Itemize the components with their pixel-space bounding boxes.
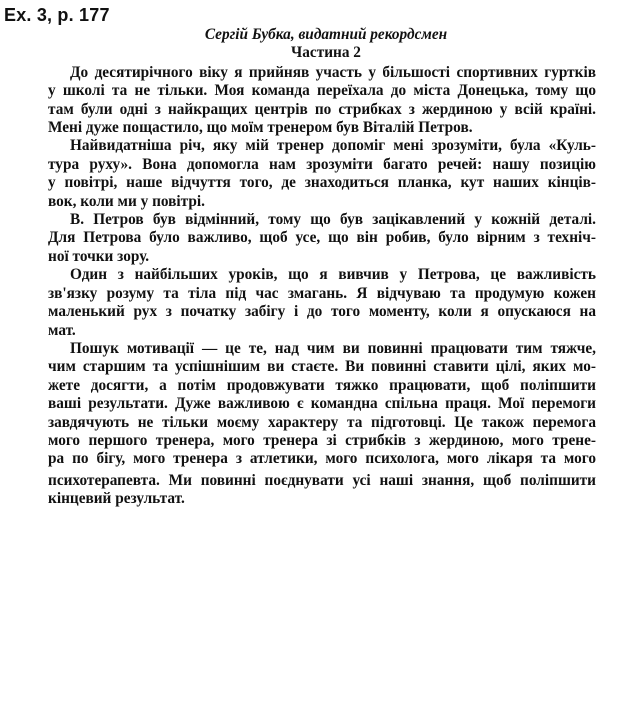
paragraph-1 xyxy=(26,64,596,138)
text-line: зв'язку розуму та тіла під час змагань. Я відчуваю та продумую кожен xyxy=(48,284,596,302)
document-subtitle: Частина 2 xyxy=(291,44,361,62)
text-line: ної точки зору. xyxy=(48,247,150,265)
text-line: Найвидатніша річ, яку мій тренер допоміг мені зрозуміти, була «Куль- xyxy=(70,137,596,155)
text-line: маленький рух з початку забігу і до того моменту, коли я опускаюся на xyxy=(48,303,596,321)
text-line: у повітрі, наше відчуття того, де знаходиться планка, кут наших кінців- xyxy=(48,174,596,192)
text-line: психотерапевта. Ми повинні поєднувати усі наші знання, щоб поліпшити xyxy=(48,471,596,489)
text-line: В. Петров був відмінний, тому що був зацікавлений у кожній деталі. xyxy=(70,211,596,229)
document-body xyxy=(26,26,596,509)
text-line: тура руху». Вона допомогла нам зрозуміти багато речей: нашу позицію xyxy=(48,155,596,173)
paragraph-5 xyxy=(26,340,596,509)
text-line: Мені дуже пощастило, що моїм тренером був Віталій Петров. xyxy=(48,119,473,137)
text-line: мат. xyxy=(48,321,76,339)
paragraph-3 xyxy=(26,211,596,266)
text-line: кінцевий результат. xyxy=(48,490,185,508)
text-line: у школі та не тільки. Моя команда переїхала до міста Донецька, тому що xyxy=(48,82,596,100)
text-line: ра по бігу, мого тренера з атлетики, мого психолога, мого лікаря та мого xyxy=(48,450,596,468)
text-line: там були одні з найкращих центрів по стрибках з жердиною у всій країні. xyxy=(48,100,596,118)
text-line: завдячують не тільки моєму характеру та підготовці. Це також перемога xyxy=(48,413,596,431)
text-line: До десятирічного віку я прийняв участь у більшості спортивних гуртків xyxy=(70,63,596,81)
text-line: жете досягти, а потім продовжувати тяжко працювати, щоб поліпшити xyxy=(48,376,596,394)
text-line: Для Петрова було важливо, щоб усе, що він робив, було вірним з техніч- xyxy=(48,229,596,247)
text-line: мого першого тренера, мого тренера зі стрибків з жердиною, мого трене- xyxy=(48,431,596,449)
text-line: Один з найбільших уроків, що я вивчив у Петрова, це важливість xyxy=(70,266,596,284)
paragraph-2 xyxy=(26,137,596,211)
document-title: Сергій Бубка, видатний рекордсмен xyxy=(204,26,448,43)
text-line: вок, коли ми у повітрі. xyxy=(48,192,205,210)
text-line: Пошук мотивації — це те, над чим ви повинні працювати тим тяжче, xyxy=(70,339,596,357)
paragraph-4 xyxy=(26,266,596,340)
text-line: ваші результати. Дуже важливою є командна спільна праця. Мої перемоги xyxy=(48,395,596,413)
exercise-label: Ex. 3, p. 177 xyxy=(4,5,110,25)
text-line: чим старшим та успішнішим ви стаєте. Ви повинні ставити цілі, яких мо- xyxy=(48,358,596,376)
